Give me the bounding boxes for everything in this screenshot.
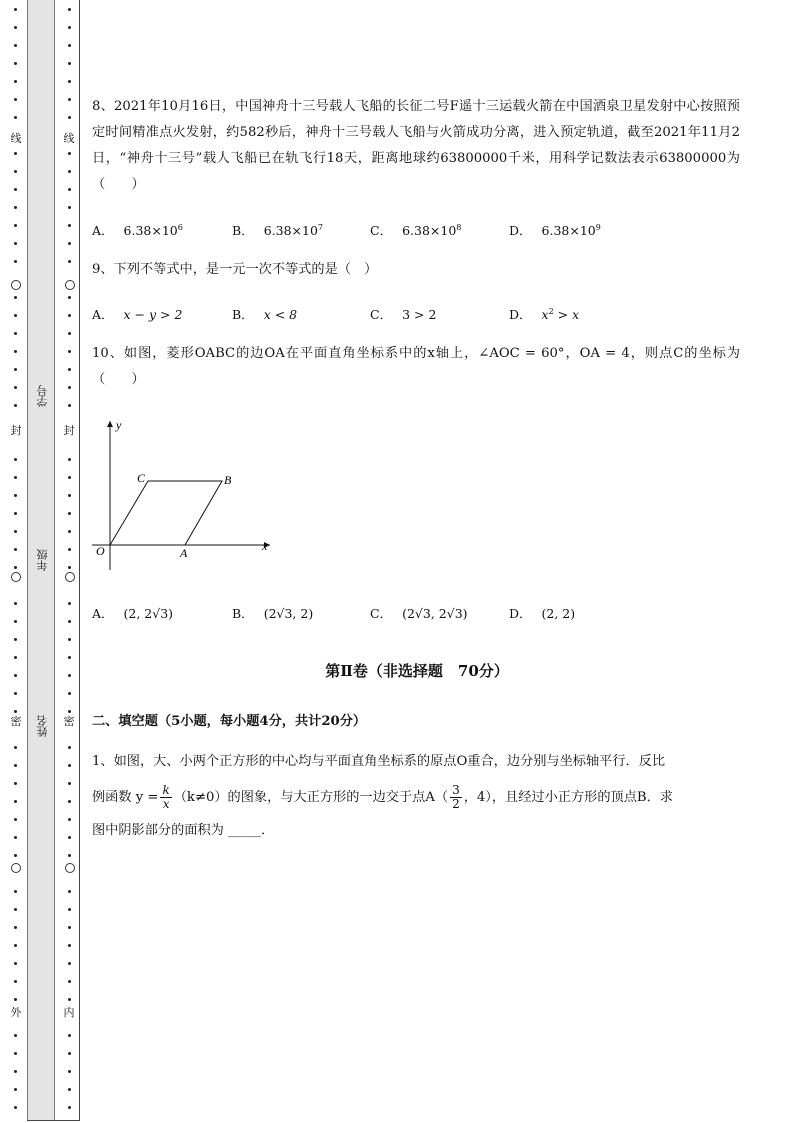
cut-line-dot [68, 80, 71, 83]
section-2-title: 第Ⅱ卷（非选择题 70分） [325, 662, 509, 680]
cut-line-dot [14, 692, 17, 695]
cut-line-dot [14, 854, 17, 857]
cut-line-dot [14, 350, 17, 353]
margin-inner-label-1: 线 [63, 132, 75, 145]
cut-line-dot [14, 926, 17, 929]
cut-line-dot [14, 8, 17, 11]
cut-line-dot [68, 890, 71, 893]
q10-option-c[interactable]: C． (2√3, 2√3) [370, 606, 468, 621]
cut-line-dot [14, 1052, 17, 1055]
cut-line-dot [14, 476, 17, 479]
cut-line-dot [68, 188, 71, 191]
cut-line-dot [14, 998, 17, 1001]
cut-line-dot [14, 494, 17, 497]
fill-question-1-line-3: 图中阴影部分的面积为 _____． [92, 823, 275, 838]
cut-line-dot [14, 962, 17, 965]
cut-line-dot [14, 260, 17, 263]
cut-line-dot [68, 62, 71, 65]
cut-line-dot [14, 782, 17, 785]
cut-line-dot [14, 602, 17, 605]
cut-line-dot [68, 224, 71, 227]
margin-outer-label-4: 外 [10, 1006, 22, 1019]
cut-line-dot [68, 1088, 71, 1091]
cut-line-dot [14, 530, 17, 533]
cut-line-dot [14, 620, 17, 623]
q9-option-d[interactable]: D． $x^2 > x$ [509, 306, 580, 322]
seal-line-bottom [27, 1120, 80, 1121]
cut-line-dot [14, 1088, 17, 1091]
cut-line-dot [14, 710, 17, 713]
cut-line-dot [68, 332, 71, 335]
cut-line-dot [68, 530, 71, 533]
cut-line-circle [65, 863, 75, 873]
fill1-text-c: ，4），且经过小正方形的顶点B．求 [463, 790, 673, 805]
cut-line-dot [14, 26, 17, 29]
cut-line-dot [14, 80, 17, 83]
cut-line-dot [68, 566, 71, 569]
q8-option-a[interactable]: A． $6.38\times 10^6$ [92, 222, 183, 238]
cut-line-dot [68, 620, 71, 623]
q8-option-b[interactable]: B． $6.38\times 10^7$ [232, 222, 323, 238]
margin-outer-label-1: 线 [10, 132, 22, 145]
cut-line-dot [68, 692, 71, 695]
cut-line-dot [14, 386, 17, 389]
field-student-id: 学号 [36, 385, 49, 407]
cut-line-dot [14, 170, 17, 173]
cut-line-dot [68, 494, 71, 497]
cut-line-dot [14, 404, 17, 407]
cut-line-dot [14, 188, 17, 191]
cut-line-dot [68, 818, 71, 821]
cut-line-dot [68, 638, 71, 641]
cut-line-dot [68, 404, 71, 407]
q10-option-a[interactable]: A． (2, 2√3) [92, 606, 174, 621]
cut-line-dot [14, 152, 17, 155]
cut-line-dot [68, 206, 71, 209]
cut-line-dot [68, 674, 71, 677]
cut-line-circle [11, 863, 21, 873]
question-10: 10、如图，菱形OABC的边OA在平面直角坐标系中的x轴上，∠AOC = 60°，OA = 4，则点C的坐标为（ ） [92, 346, 740, 387]
section-2-subtitle: 二、填空题（5小题，每小题4分，共计20分） [92, 714, 367, 729]
cut-line-dot [14, 242, 17, 245]
cut-line-circle [65, 572, 75, 582]
q8-option-c[interactable]: C． $6.38\times 10^8$ [370, 222, 462, 238]
cut-line-dot [14, 746, 17, 749]
cut-line-dot [68, 710, 71, 713]
cut-line-dot [14, 944, 17, 947]
question-9-options [92, 305, 742, 325]
label-point-o: O [96, 544, 105, 558]
margin-outer-label-3: 密 [10, 715, 22, 728]
cut-line-dot [68, 908, 71, 911]
fill1-text-a: 例函数 y = [92, 790, 159, 805]
q10-option-d[interactable]: D． (2, 2) [509, 606, 576, 621]
q10-option-b[interactable]: B． (2√3, 2) [232, 606, 314, 621]
cut-line-dot [14, 674, 17, 677]
cut-line-dot [68, 386, 71, 389]
fill1-text-b: （k≠0）的图象，与大正方形的一边交于点A（ [173, 790, 449, 805]
cut-line-dot [14, 566, 17, 569]
field-name: 姓名 [36, 715, 49, 737]
cut-line-dot [14, 1070, 17, 1073]
cut-line-dot [68, 116, 71, 119]
cut-line-dot [68, 782, 71, 785]
binding-margin [0, 0, 82, 1123]
cut-line-dot [14, 62, 17, 65]
label-y-axis: y [116, 418, 122, 432]
cut-line-dot [68, 512, 71, 515]
cut-line-dot [68, 746, 71, 749]
rhombus-figure [92, 415, 282, 575]
cut-line-dot [14, 332, 17, 335]
q8-option-d[interactable]: D． $6.38\times 10^9$ [509, 222, 601, 238]
cut-line-dot [14, 890, 17, 893]
cut-line-dot [68, 836, 71, 839]
cut-line-dot [68, 350, 71, 353]
cut-line-dot [68, 656, 71, 659]
cut-line-dot [14, 1034, 17, 1037]
cut-line-dot [68, 458, 71, 461]
cut-line-dot [14, 314, 17, 317]
rhombus-oabc [110, 481, 222, 545]
cut-line-dot [68, 1052, 71, 1055]
q9-option-b[interactable]: B． x < 8 [232, 307, 298, 322]
cut-line-dot [68, 8, 71, 11]
cut-line-dot [68, 296, 71, 299]
cut-line-dot [14, 458, 17, 461]
cut-line-dot [68, 260, 71, 263]
question-8-options [92, 221, 742, 241]
field-grade: 年级 [36, 549, 49, 571]
cut-line-dot [14, 368, 17, 371]
question-10-options [92, 604, 742, 624]
cut-line-dot [68, 1106, 71, 1109]
cut-line-dot [68, 926, 71, 929]
cut-line-dot [14, 548, 17, 551]
cut-line-dot [14, 818, 17, 821]
cut-line-dot [68, 980, 71, 983]
cut-line-dot [14, 116, 17, 119]
cut-line-dot [68, 314, 71, 317]
cut-line-dot [68, 602, 71, 605]
cut-line-dot [14, 1106, 17, 1109]
label-x-axis: x [262, 539, 268, 553]
cut-line-dot [68, 962, 71, 965]
fraction-k-over-x: $\frac{k}{x}$ [162, 783, 170, 811]
cut-line-dot [68, 944, 71, 947]
cut-line-dot [14, 638, 17, 641]
cut-line-dot [14, 98, 17, 101]
cut-line-dot [14, 800, 17, 803]
fraction-3-over-2: $\frac{3}{2}$ [452, 783, 460, 811]
cut-line-dot [14, 764, 17, 767]
margin-outer-label-2: 封 [10, 424, 22, 437]
margin-inner-label-3: 密 [63, 715, 75, 728]
question-8: 8、2021年10月16日，中国神舟十三号载人飞船的长征二号F遥十三运载火箭在中国酒泉卫星发射中心按照预定时间精准点火发射，约582秒后，神舟十三号载人飞船与火箭成功分离，进入预定轨道，截至2021年11月2日，“神舟十三号”载人飞船已在轨飞行18天，距离地球约63800000千米，用科学记数法表示63800000为（ ） [92, 99, 740, 192]
label-point-c: C [137, 471, 146, 485]
label-point-b: B [224, 473, 232, 487]
cut-line-dot [68, 1034, 71, 1037]
cut-line-dot [14, 512, 17, 515]
cut-line-dot [14, 296, 17, 299]
cut-line-dot [68, 548, 71, 551]
cut-line-dot [14, 206, 17, 209]
q9-option-a[interactable]: A． x − y > 2 [92, 307, 183, 322]
cut-line-dot [68, 98, 71, 101]
label-point-a: A [180, 546, 188, 560]
cut-line-dot [68, 854, 71, 857]
cut-line-dot [14, 224, 17, 227]
q9-option-c[interactable]: C． 3 > 2 [370, 307, 437, 322]
cut-line-dot [14, 656, 17, 659]
cut-line-dot [68, 26, 71, 29]
margin-inner-label-4: 内 [63, 1006, 75, 1019]
cut-line-circle [65, 280, 75, 290]
fill-question-1-line-1: 1、如图，大、小两个正方形的中心均与平面直角坐标系的原点O重合，边分别与坐标轴平行．反比 [92, 754, 666, 769]
margin-inner-label-2: 封 [63, 424, 75, 437]
cut-line-dot [68, 152, 71, 155]
cut-line-dot [14, 980, 17, 983]
cut-line-dot [68, 242, 71, 245]
cut-line-dot [68, 44, 71, 47]
question-9: 9、下列不等式中，是一元一次不等式的是（ ） [92, 262, 378, 277]
cut-line-circle [11, 280, 21, 290]
cut-line-circle [11, 572, 21, 582]
cut-line-dot [68, 800, 71, 803]
cut-line-dot [14, 836, 17, 839]
cut-line-dot [68, 368, 71, 371]
fill-question-1-line-2 [92, 783, 740, 813]
cut-line-dot [14, 44, 17, 47]
cut-line-dot [68, 476, 71, 479]
cut-line-dot [68, 1070, 71, 1073]
cut-line-dot [68, 998, 71, 1001]
cut-line-dot [68, 764, 71, 767]
seal-line [79, 0, 80, 1121]
cut-line-dot [68, 170, 71, 173]
cut-line-dot [14, 908, 17, 911]
